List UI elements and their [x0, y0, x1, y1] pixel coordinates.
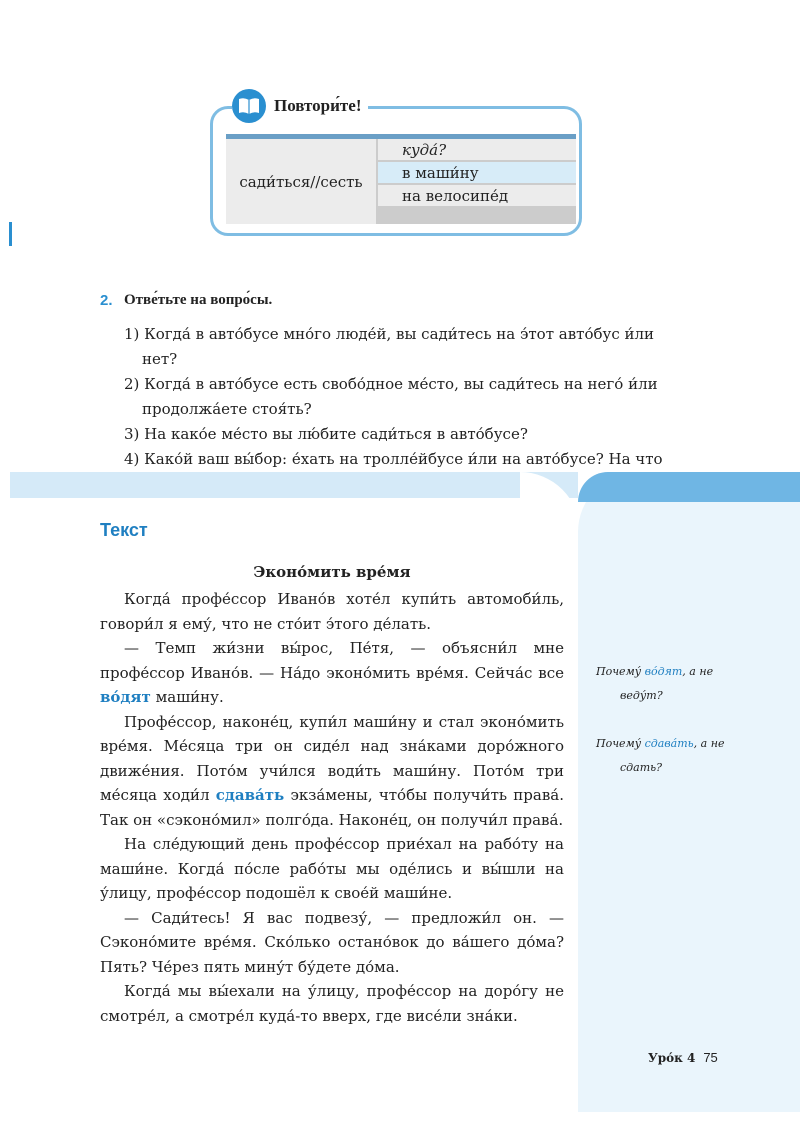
page-footer — [648, 1050, 718, 1065]
review-header — [232, 88, 368, 124]
exercise-title: Отве́тьте на вопро́сы. — [124, 292, 273, 308]
highlight-word: сдава́ть — [215, 786, 285, 804]
paragraph: На сле́дующий день профе́ссор прие́хал на рабо́ту на маши́не. Когда́ по́сле рабо́ты мы оде́лись и вы́шли на у́лицу, профе́ссор подошёл к свое́й маши́не. — [100, 835, 564, 902]
text-body — [100, 587, 564, 1028]
margin-note — [596, 732, 746, 780]
review-option: на велосипе́д — [378, 185, 576, 206]
note-word: сдава́ть — [644, 737, 694, 750]
question-item: 3) На како́е ме́сто вы лю́бите сади́ться в авто́бусе? — [124, 425, 528, 443]
question-item: 1) Когда́ в авто́бусе мно́го люде́й, вы сади́тесь на э́тот авто́бус и́ли нет? — [124, 325, 655, 368]
review-table — [226, 134, 576, 224]
review-question: куда́? — [378, 139, 576, 160]
note-text: , а не — [682, 665, 714, 678]
section-band — [10, 472, 578, 498]
paragraph-text: — Темп жи́зни вы́рос, Пе́тя, — объясни́л мне профе́ссор Ивано́в. — На́до эконо́мить вре́мя. Сейча́с все — [100, 639, 564, 682]
question-list — [124, 322, 684, 497]
review-verb: сади́ться//сесть — [226, 139, 376, 224]
paragraph — [100, 636, 564, 710]
highlight-word: во́дят — [100, 688, 151, 706]
note-text: Почему́ — [596, 737, 645, 750]
notes-sidebar — [578, 472, 800, 1112]
lesson-label: Уро́к 4 — [648, 1051, 696, 1065]
paragraph: — Сади́тесь! Я вас подвезу́, — предложи́л он. — Сэконо́мите вре́мя. Ско́лько остано́вок до ва́шего до́ма? Пять? Че́рез пять мину́т бу́дете до́ма. — [100, 908, 564, 976]
exercise-number: 2. — [100, 292, 113, 309]
exercise-heading — [100, 292, 272, 309]
margin-marker — [9, 222, 12, 246]
paragraph: Когда́ мы вы́ехали на у́лицу, профе́ссор на доро́гу не смотре́л, а смотре́л куда́-то вверх, где висе́ли зна́ки. — [100, 982, 564, 1025]
note-line2: веду́т? — [620, 689, 663, 702]
review-title: Повтори́те! — [274, 96, 362, 115]
paragraph-text: экза́мены, что́бы получи́ть права́. Так он «сэконо́мил» полго́да. Наконе́ц, он получи́л права́. — [100, 786, 564, 829]
paragraph — [100, 710, 564, 833]
text-title: Эконо́мить вре́мя — [253, 563, 411, 581]
question-item: 2) Когда́ в авто́бусе есть свобо́дное ме́сто, вы сади́тесь на него́ и́ли продолжа́ете стоя́ть? — [124, 375, 658, 418]
section-title: Текст — [100, 520, 148, 540]
book-icon — [232, 89, 266, 123]
review-cells — [378, 139, 576, 206]
review-option: в маши́ну — [378, 162, 576, 183]
paragraph-text: Профе́ссор, наконе́ц, купи́л маши́ну и стал эконо́мить вре́мя. Ме́сяца три он сиде́л над зна́ками доро́жного движе́ния. Пото́м учи́лся води́ть маши́ну. Пото́м три ме́сяца ходи́л — [100, 712, 564, 804]
note-line2: сдать? — [620, 761, 663, 774]
page-number: 75 — [703, 1050, 718, 1065]
note-word: во́дят — [644, 665, 683, 678]
paragraph: Когда́ профе́ссор Ивано́в хоте́л купи́ть автомоби́ль, говори́л я ему́, что не сто́ит э́того де́лать. — [100, 590, 564, 633]
note-text: , а не — [693, 737, 725, 750]
paragraph-text: маши́ну. — [150, 688, 224, 706]
margin-note — [596, 660, 746, 708]
note-text: Почему́ — [596, 665, 645, 678]
question-item: 4) Како́й ваш вы́бор: е́хать на тролле́йбусе и́ли на авто́бусе? На что — [124, 450, 663, 468]
